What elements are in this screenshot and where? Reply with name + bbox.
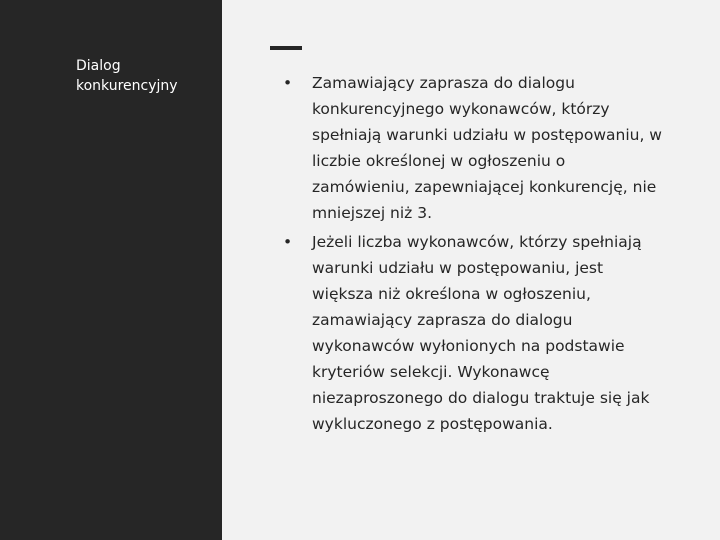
sidebar-panel bbox=[0, 0, 222, 540]
content-area bbox=[283, 70, 663, 440]
bullet-list bbox=[283, 70, 663, 437]
slide-title bbox=[76, 56, 216, 96]
bullet-icon: • bbox=[283, 233, 293, 251]
bullet-item bbox=[283, 70, 663, 226]
bullet-text: Jeżeli liczba wykonawców, którzy spełniają warunki udziału w postępowaniu, jest większa niż określona w ogłoszeniu, zamawiający zaprasza do dialogu wykonawców wyłonionych na podstawie kryteriów selekcji. Wykonawcę niezaproszonego do dialogu traktuje się jak wykluczonego z postępowania. bbox=[312, 233, 650, 433]
bullet-text: Zamawiający zaprasza do dialogu konkurencyjnego wykonawców, którzy spełniają warunki udziału w postępowaniu, w liczbie określonej w ogłoszeniu o zamówieniu, zapewniającej konkurencję, nie mniejszej niż 3. bbox=[312, 74, 662, 222]
slide-title-line-1: Dialog bbox=[76, 58, 121, 74]
bullet-icon: • bbox=[283, 74, 293, 92]
bullet-item bbox=[283, 229, 663, 437]
slide-title-line-2: konkurencyjny bbox=[76, 78, 178, 94]
accent-bar bbox=[270, 46, 302, 50]
